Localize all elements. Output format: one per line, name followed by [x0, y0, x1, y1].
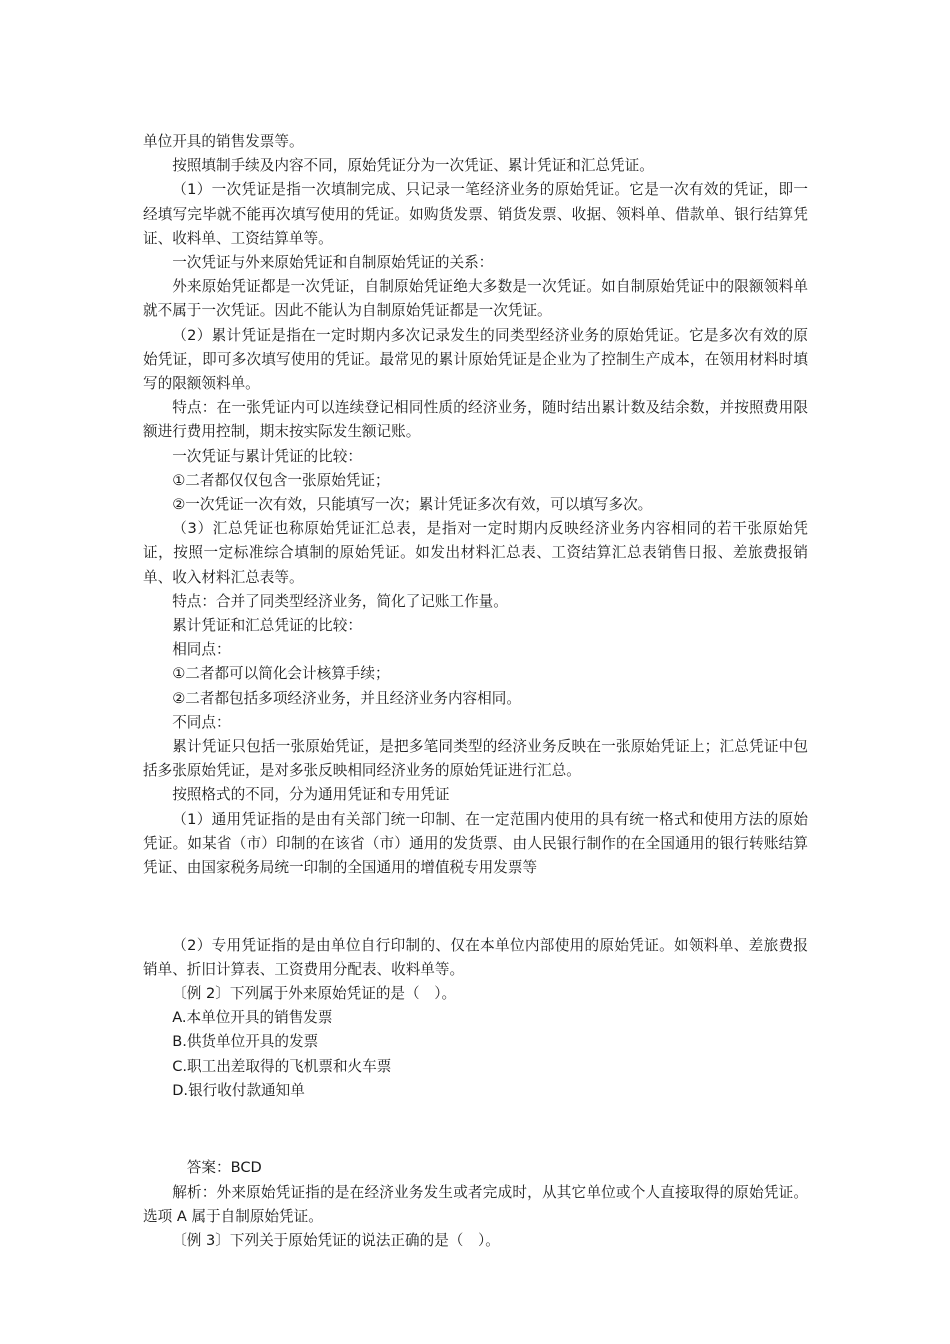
paragraph: 累计凭证和汇总凭证的比较： — [172, 617, 362, 635]
answer-line: 答案：BCD — [186, 1159, 262, 1177]
paragraph: ①二者都可以简化会计核算手续； — [172, 665, 390, 683]
paragraph: 单位开具的销售发票等。 — [143, 133, 304, 150]
paragraph: A.本单位开具的销售发票 — [172, 1009, 333, 1027]
paragraph: ②一次凭证一次有效，只能填写一次；累计凭证多次有效，可以填写多次。 — [172, 496, 653, 514]
paragraph: D.银行收付款通知单 — [172, 1081, 305, 1099]
paragraph: （1）一次凭证是指一次填制完成、只记录一笔经济业务的原始凭证。它是一次有效的凭证，即一经填写完毕就不能再次填写使用的凭证。如购货发票、销货发票、收据、领料单、借款单、银行结算凭证、收料单、工资结算单等。 — [143, 181, 808, 247]
paragraph: （2）累计凭证是指在一定时期内多次记录发生的同类型经济业务的原始凭证。它是多次有效的原始凭证，即可多次填写使用的凭证。最常见的累计原始凭证是企业为了控制生产成本，在领用材料时填写的限额领料单。 — [143, 326, 808, 393]
paragraph: 一次凭证与外来原始凭证和自制原始凭证的关系： — [172, 254, 494, 272]
blank-line — [143, 1118, 808, 1142]
paragraph: 〔例 3〕下列关于原始凭证的说法正确的是（ ）。 — [172, 1232, 500, 1250]
paragraph: C.职工出差取得的飞机票和火车票 — [172, 1057, 392, 1075]
paragraph: B.供货单位开具的发票 — [172, 1033, 319, 1051]
paragraph: 特点：合并了同类型经济业务，简化了记账工作量。 — [172, 592, 508, 610]
paragraph: 外来原始凭证都是一次凭证，自制原始凭证绝大多数是一次凭证。如自制原始凭证中的限额领料单就不属于一次凭证。因此不能认为自制原始凭证都是一次凭证。 — [143, 278, 808, 320]
paragraph: ②二者都包括多项经济业务，并且经济业务内容相同。 — [172, 689, 521, 707]
paragraph: 解析：外来原始凭证指的是在经济业务发生或者完成时，从其它单位或个人直接取得的原始凭证。选项 A 属于自制原始凭证。 — [143, 1183, 808, 1225]
paragraph: 〔例 2〕下列属于外来原始凭证的是（ ）。 — [172, 985, 457, 1003]
paragraph: 特点：在一张凭证内可以连续登记相同性质的经济业务，随时结出累计数及结余数，并按照费用限额进行费用控制，期末按实际发生额记账。 — [143, 399, 808, 441]
paragraph: 相同点： — [172, 641, 231, 659]
paragraph: 按照格式的不同，分为通用凭证和专用凭证 — [172, 786, 450, 804]
paragraph: （3）汇总凭证也称原始凭证汇总表，是指对一定时期内反映经济业务内容相同的若干张原始凭证，按照一定标准综合填制的原始凭证。如发出材料汇总表、工资结算汇总表销售日报、差旅费报销单、收入材料汇总表等。 — [143, 520, 808, 586]
paragraph: 按照填制手续及内容不同，原始凭证分为一次凭证、累计凭证和汇总凭证。 — [172, 157, 654, 175]
paragraph: ①二者都仅仅包含一张原始凭证； — [172, 471, 390, 489]
paragraph: （2）专用凭证指的是由单位自行印制的、仅在本单位内部使用的原始凭证。如领料单、差旅费报销单、折旧计算表、工资费用分配表、收料单等。 — [143, 936, 808, 978]
blank-line — [143, 895, 808, 919]
document-body — [143, 130, 808, 1253]
paragraph: 不同点： — [172, 713, 231, 731]
paragraph: 累计凭证只包括一张原始凭证，是把多笔同类型的经济业务反映在一张原始凭证上；汇总凭证中包括多张原始凭证，是对多张反映相同经济业务的原始凭证进行汇总。 — [143, 738, 808, 780]
paragraph: （1）通用凭证指的是由有关部门统一印制、在一定范围内使用的具有统一格式和使用方法的原始凭证。如某省（市）印制的在该省（市）通用的发货票、由人民银行制作的在全国通用的银行转账结算凭证、由国家税务局统一印制的全国通用的增值税专用发票等 — [143, 810, 808, 877]
paragraph: 一次凭证与累计凭证的比较： — [172, 447, 362, 465]
